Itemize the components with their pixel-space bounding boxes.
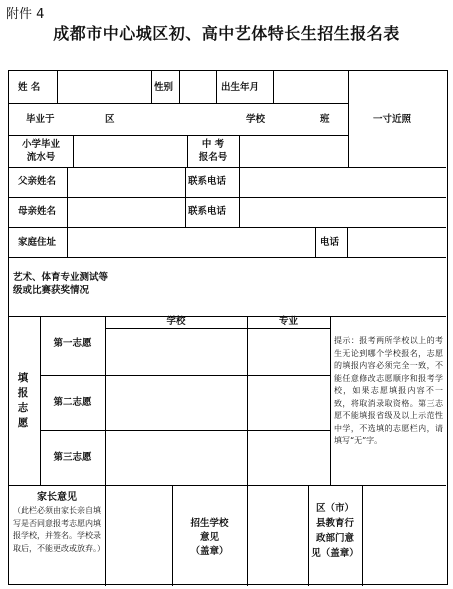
address-label: 家庭住址 <box>18 237 57 248</box>
phone-label: 电话 <box>320 237 340 248</box>
gender-label: 性别 <box>154 82 174 93</box>
class-label: 班 <box>320 114 330 125</box>
bureau-opinion-label <box>308 501 362 561</box>
primary-no-label <box>9 138 73 164</box>
name-label: 姓 名 <box>18 82 41 93</box>
primary-no-line2: 流水号 <box>26 152 56 163</box>
photo-label: 一寸近照 <box>373 114 412 125</box>
father-name-label: 父亲姓名 <box>18 176 57 187</box>
primary-no-line1: 小学毕业 <box>21 139 60 150</box>
school-opinion-line1: 招生学校 <box>190 518 229 529</box>
test-awards-line1: 艺术、体育专业测试等 <box>13 272 109 283</box>
choice-school-header: 学校 <box>166 316 186 327</box>
choice-2-label: 第二志愿 <box>53 397 92 408</box>
school-opinion-label <box>172 517 247 559</box>
fill-choices-label: 填报志愿 <box>17 372 29 429</box>
bureau-opinion-line4: 见（盖章） <box>311 548 359 559</box>
exam-no-line2: 报名号 <box>198 152 228 163</box>
birth-label: 出生年月 <box>221 82 260 93</box>
exam-no-label <box>187 138 239 164</box>
choice-1-label: 第一志愿 <box>53 338 92 349</box>
school-opinion-line3: （盖章） <box>190 546 229 557</box>
bureau-opinion-line1: 区（市） <box>315 503 354 514</box>
mother-name-label: 母亲姓名 <box>18 206 57 217</box>
exam-no-line1: 中 考 <box>201 139 225 150</box>
attachment-label: 附件 4 <box>6 7 45 22</box>
test-awards-label <box>13 271 108 297</box>
mother-phone-label: 联系电话 <box>188 206 227 217</box>
bureau-opinion-line3: 政部门意 <box>315 533 354 544</box>
tip-text: 提示：报考两所学校以上的考生无论到哪个学校报名，志愿的填报内容必须完全一致，不能任意修改志愿顺序和报考学校，如果志愿填报内容不一致，将取消录取资格。第三志愿不能填报省级及以上示范性中学，不选填的志愿栏内，请填写“无”字。 <box>334 336 443 445</box>
choice-major-header: 专业 <box>278 316 298 327</box>
school-opinion-line2: 意见 <box>199 532 219 543</box>
parent-opinion-note: （此栏必须由家长亲自填写是否同意报考志愿内填报学校，并签名。学校录取后，不能更改或放弃。） <box>13 506 105 553</box>
district-label: 区 <box>105 114 115 125</box>
registration-form <box>8 70 448 585</box>
graduated-from-label: 毕业于 <box>26 114 55 125</box>
father-phone-label: 联系电话 <box>188 176 227 187</box>
parent-opinion-title: 家长意见 <box>37 492 77 503</box>
bureau-opinion-line2: 县教育行 <box>315 518 354 529</box>
choice-3-label: 第三志愿 <box>53 452 92 463</box>
school-label: 学校 <box>246 114 266 125</box>
test-awards-line2: 级或比赛获奖情况 <box>13 285 90 296</box>
form-title: 成都市中心城区初、高中艺体特长生招生报名表 <box>53 24 400 43</box>
